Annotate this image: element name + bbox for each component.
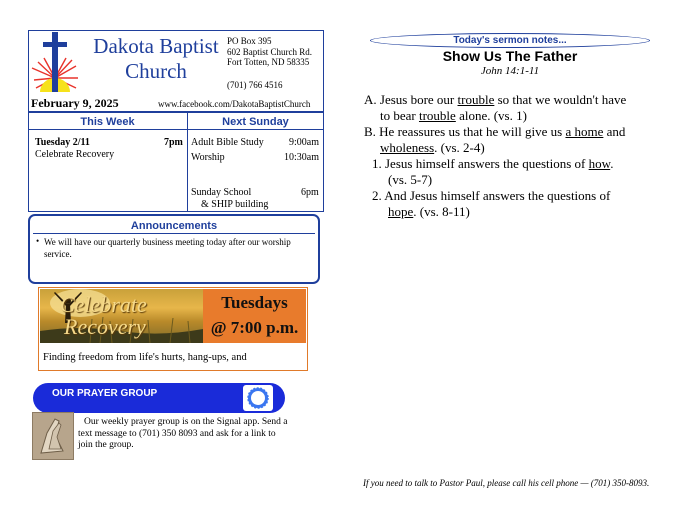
sermon-notes-label: Today's sermon notes...	[453, 35, 567, 46]
announcements-title: Announcements	[130, 220, 218, 232]
recovery-caption: Finding freedom from life's hurts, hang-ups, and	[43, 352, 247, 363]
next-sunday-time-2: 10:30am	[284, 152, 319, 163]
pastor-contact-note: If you need to talk to Pastor Paul, please call his cell phone — (701) 350-8093.	[363, 478, 650, 488]
facebook-link[interactable]: www.facebook.com/DakotaBaptistChurch	[158, 99, 311, 109]
sermon-point-b-line2	[380, 140, 485, 156]
recovery-time: @ 7:00 p.m.	[210, 318, 299, 337]
point-a-blank-1: trouble	[457, 92, 495, 107]
subpoint-2-text: . (vs. 8-11)	[413, 204, 470, 219]
this-week-time: 7pm	[164, 137, 183, 148]
celebrate-word: Celebrate	[60, 292, 147, 317]
next-sunday-heading: Next Sunday	[222, 116, 289, 128]
signal-app-icon	[243, 385, 273, 411]
sermon-point-a-line2	[380, 108, 527, 124]
point-b-text-2: and	[603, 124, 626, 139]
subpoint-1-text-2: .	[610, 156, 614, 171]
point-a-blank-2: trouble	[418, 108, 456, 123]
sermon-subpoint-2-line1: 2. And Jesus himself answers the questions of	[372, 188, 611, 203]
point-b-text-3: . (vs. 2-4)	[434, 140, 485, 155]
next-sunday-event-3: Sunday School	[191, 187, 252, 198]
celebrate-recovery-logo-text	[60, 294, 200, 338]
point-a-text: A. Jesus bore our	[364, 92, 458, 107]
subpoint-2-blank: hope	[388, 204, 414, 219]
announcements-divider	[33, 233, 315, 234]
prayer-group-title: OUR PRAYER GROUP	[52, 388, 158, 399]
sermon-subpoint-1-line2: (vs. 5-7)	[388, 172, 433, 187]
point-b-blank-1: a home	[565, 124, 604, 139]
church-name	[84, 34, 228, 84]
point-b-text: B. He reassures us that he will give us	[364, 124, 566, 139]
recovery-word: Recovery	[64, 314, 146, 339]
point-b-blank-2: wholeness	[380, 140, 435, 155]
address-line1: PO Box 395	[227, 36, 272, 46]
cross-sunburst-logo	[30, 32, 80, 94]
announcement-text: We will have our quarterly business meeting today after our worship service.	[44, 237, 291, 259]
subpoint-1-blank: how	[588, 156, 611, 171]
point-a-text-3: to bear	[380, 108, 419, 123]
this-week-heading: This Week	[80, 116, 135, 128]
church-name-line2: Church	[125, 59, 187, 83]
praying-hands-icon	[32, 412, 74, 460]
announcement-bullet: •	[36, 236, 40, 246]
next-sunday-event-1: Adult Bible Study	[191, 137, 264, 148]
sermon-point-b-line1	[364, 124, 625, 140]
recovery-day: Tuesdays	[221, 293, 288, 312]
prayer-group-text: Our weekly prayer group is on the Signal app. Send a text message to (701) 350 8093 and ask for a link to join the group.	[78, 417, 288, 450]
address-line3: Fort Totten, ND 58335	[227, 57, 310, 67]
church-address	[227, 36, 312, 68]
sermon-point-a-line1	[364, 92, 626, 108]
sermon-title: Show Us The Father	[442, 48, 578, 64]
church-phone: (701) 766 4516	[227, 80, 283, 90]
sermon-subpoint-1-line1	[372, 156, 613, 172]
next-sunday-event-2: Worship	[191, 152, 225, 163]
sermon-subpoint-2-line2	[388, 204, 470, 220]
next-sunday-time-1: 9:00am	[289, 137, 319, 148]
this-week-day: Tuesday 2/11	[35, 137, 90, 148]
bulletin-date: February 9, 2025	[31, 96, 119, 110]
sermon-scripture-reference: John 14:1-11	[480, 65, 540, 77]
address-line2: 602 Baptist Church Rd.	[227, 46, 312, 57]
schedule-divider-horizontal	[28, 129, 324, 130]
next-sunday-event-4: & SHIP building	[201, 199, 269, 210]
this-week-event: Celebrate Recovery	[35, 149, 115, 160]
point-a-text-2: so that we wouldn't have	[494, 92, 627, 107]
next-sunday-time-3: 6pm	[301, 187, 319, 198]
church-name-line1: Dakota Baptist	[93, 34, 219, 58]
subpoint-1-text: 1. Jesus himself answers the questions of	[372, 156, 589, 171]
point-a-text-4: alone. (vs. 1)	[455, 108, 527, 123]
